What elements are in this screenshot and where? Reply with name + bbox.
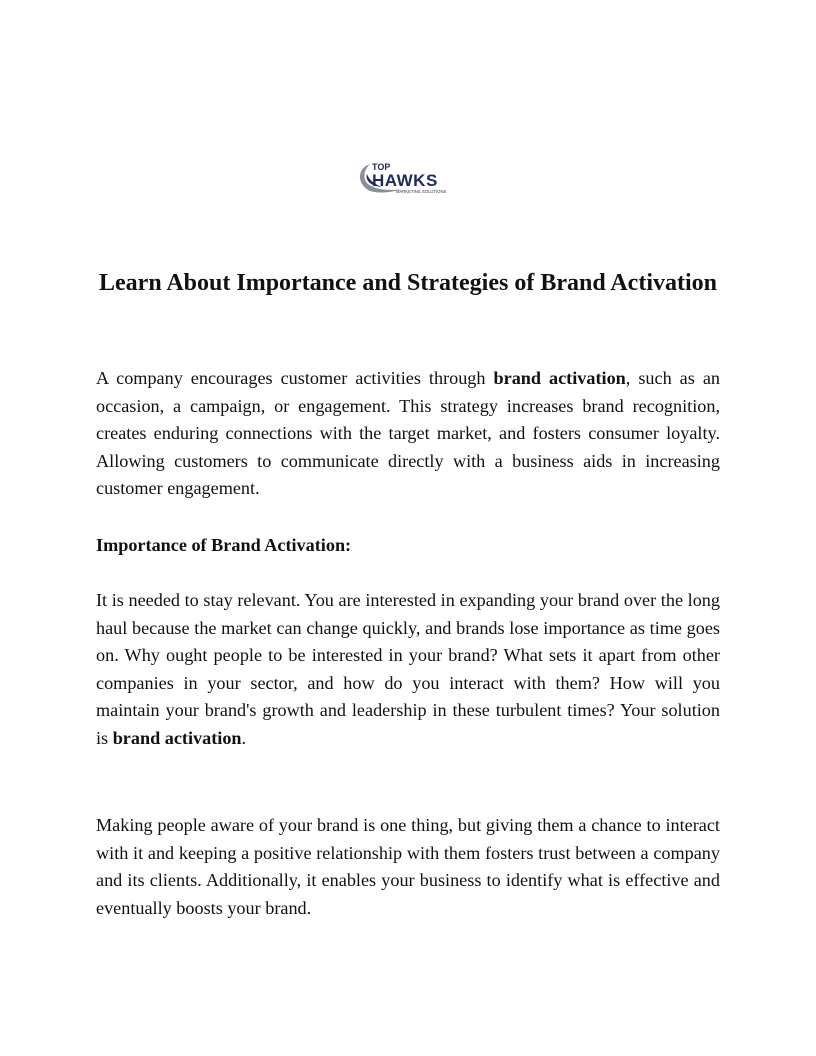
intro-paragraph	[96, 365, 720, 503]
importance-text-after: .	[241, 727, 247, 748]
logo-sub-text: MARKETING SOLUTIONS	[396, 189, 447, 194]
importance-text-before: It is needed to stay relevant. You are interested in expanding your brand over the long haul because the market can change quickly, and brands lose importance as time goes on. Why ought people to be interested in your brand? What sets it apart from other companies in your sector, and how do you interact with them? How will you maintain your brand's growth and leadership in these turbulent times? Your solution is	[96, 590, 720, 748]
intro-bold-keyword: brand activation	[493, 368, 626, 388]
intro-text-before: A company encourages customer activities through	[96, 368, 494, 388]
top-hawks-logo	[356, 160, 462, 196]
importance-bold-keyword: brand activation	[112, 727, 242, 748]
section-heading: Importance of Brand Activation:	[96, 535, 352, 555]
awareness-paragraph: Making people aware of your brand is one thing, but giving them a chance to interact with it and keeping a positive relationship with them fosters trust between a company and its clients. Additionally, it enables your business to identify what is effective and eventually boosts your brand.	[96, 815, 720, 918]
importance-paragraph	[96, 587, 720, 753]
page-title: Learn About Importance and Strategies of Brand Activation	[99, 270, 717, 296]
logo-main-text: HAWKS	[372, 171, 438, 190]
logo-top-text: TOP	[372, 162, 391, 172]
intro-text-after: , such as an occasion, a campaign, or engagement. This strategy increases brand recognition, creates enduring connections with the target market, and fosters consumer loyalty. Allowing customers to communicate directly with a business aids in increasing customer engagement.	[96, 368, 720, 499]
hawks-swoosh-icon	[356, 160, 462, 196]
